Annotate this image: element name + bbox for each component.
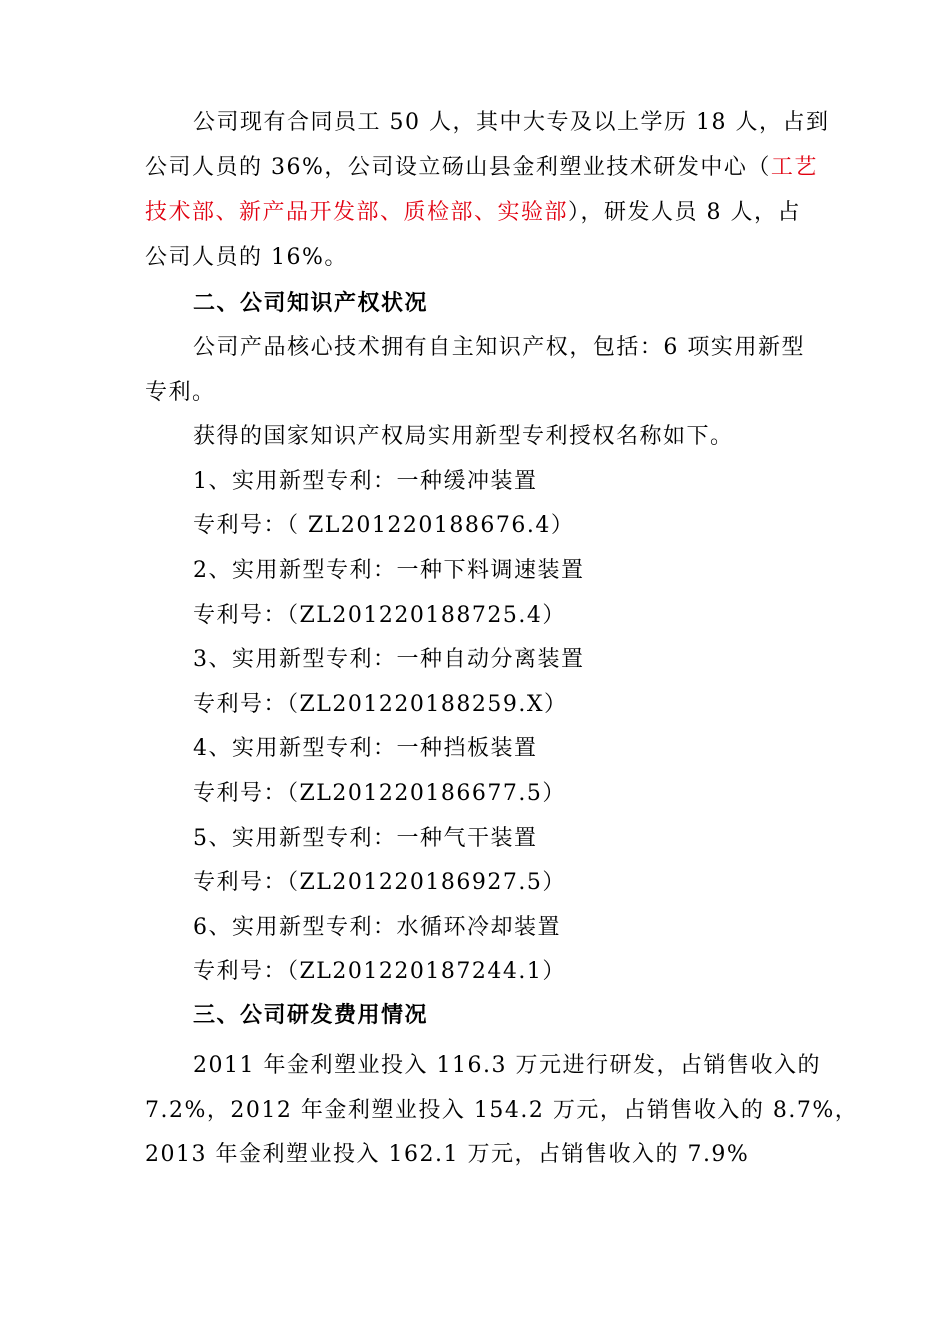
patent-3-title: 3、实用新型专利：一种自动分离装置 — [193, 647, 585, 672]
patent-6-number: 专利号：（ZL201220187244.1） — [193, 959, 566, 984]
para1-line2-red-text: 工艺 — [770, 155, 818, 180]
patent-4-number: 专利号：（ZL201220186677.5） — [193, 781, 566, 806]
section3-line2: 7.2%，2012 年金利塑业投入 154.2 万元，占销售收入的 8.7%， — [145, 1098, 859, 1123]
section3-line3: 2013 年金利塑业投入 162.1 万元，占销售收入的 7.9% — [145, 1142, 750, 1167]
para1-line4: 公司人员的 16%。 — [145, 245, 348, 270]
para1-line3 — [145, 198, 810, 228]
section2-intro-line1: 公司产品核心技术拥有自主知识产权，包括：6 项实用新型 — [193, 335, 805, 360]
para1-line2-text: 公司人员的 36%，公司设立砀山县金利塑业技术研发中心（ — [145, 155, 771, 180]
section3-heading: 三、公司研发费用情况 — [193, 1002, 429, 1028]
para1-line2 — [145, 153, 818, 183]
patent-5-title: 5、实用新型专利：一种气干装置 — [193, 826, 538, 851]
section2-intro-line2: 专利。 — [145, 380, 216, 405]
patent-4-title: 4、实用新型专利：一种挡板装置 — [193, 736, 538, 761]
patent-5-number: 专利号：（ZL201220186927.5） — [193, 870, 566, 895]
section2-heading: 二、公司知识产权状况 — [193, 290, 429, 316]
patent-1-number: 专利号：（ ZL201220188676.4） — [193, 513, 575, 538]
patent-6-title: 6、实用新型专利：水循环冷却装置 — [193, 915, 561, 940]
patent-3-number: 专利号：（ZL201220188259.X） — [193, 692, 568, 717]
patent-2-number: 专利号：（ZL201220188725.4） — [193, 603, 566, 628]
patent-2-title: 2、实用新型专利：一种下料调速装置 — [193, 558, 585, 583]
para1-line1: 公司现有合同员工 50 人，其中大专及以上学历 18 人，占到 — [193, 110, 830, 135]
patent-1-title: 1、实用新型专利：一种缓冲装置 — [193, 469, 538, 494]
section3-line1: 2011 年金利塑业投入 116.3 万元进行研发，占销售收入的 — [193, 1053, 821, 1078]
para1-line3-text: ），研发人员 8 人，占 — [568, 200, 801, 225]
section2-list-intro: 获得的国家知识产权局实用新型专利授权名称如下。 — [193, 424, 734, 449]
para1-line3-red-text: 技术部、新产品开发部、质检部、实验部 — [145, 200, 569, 225]
